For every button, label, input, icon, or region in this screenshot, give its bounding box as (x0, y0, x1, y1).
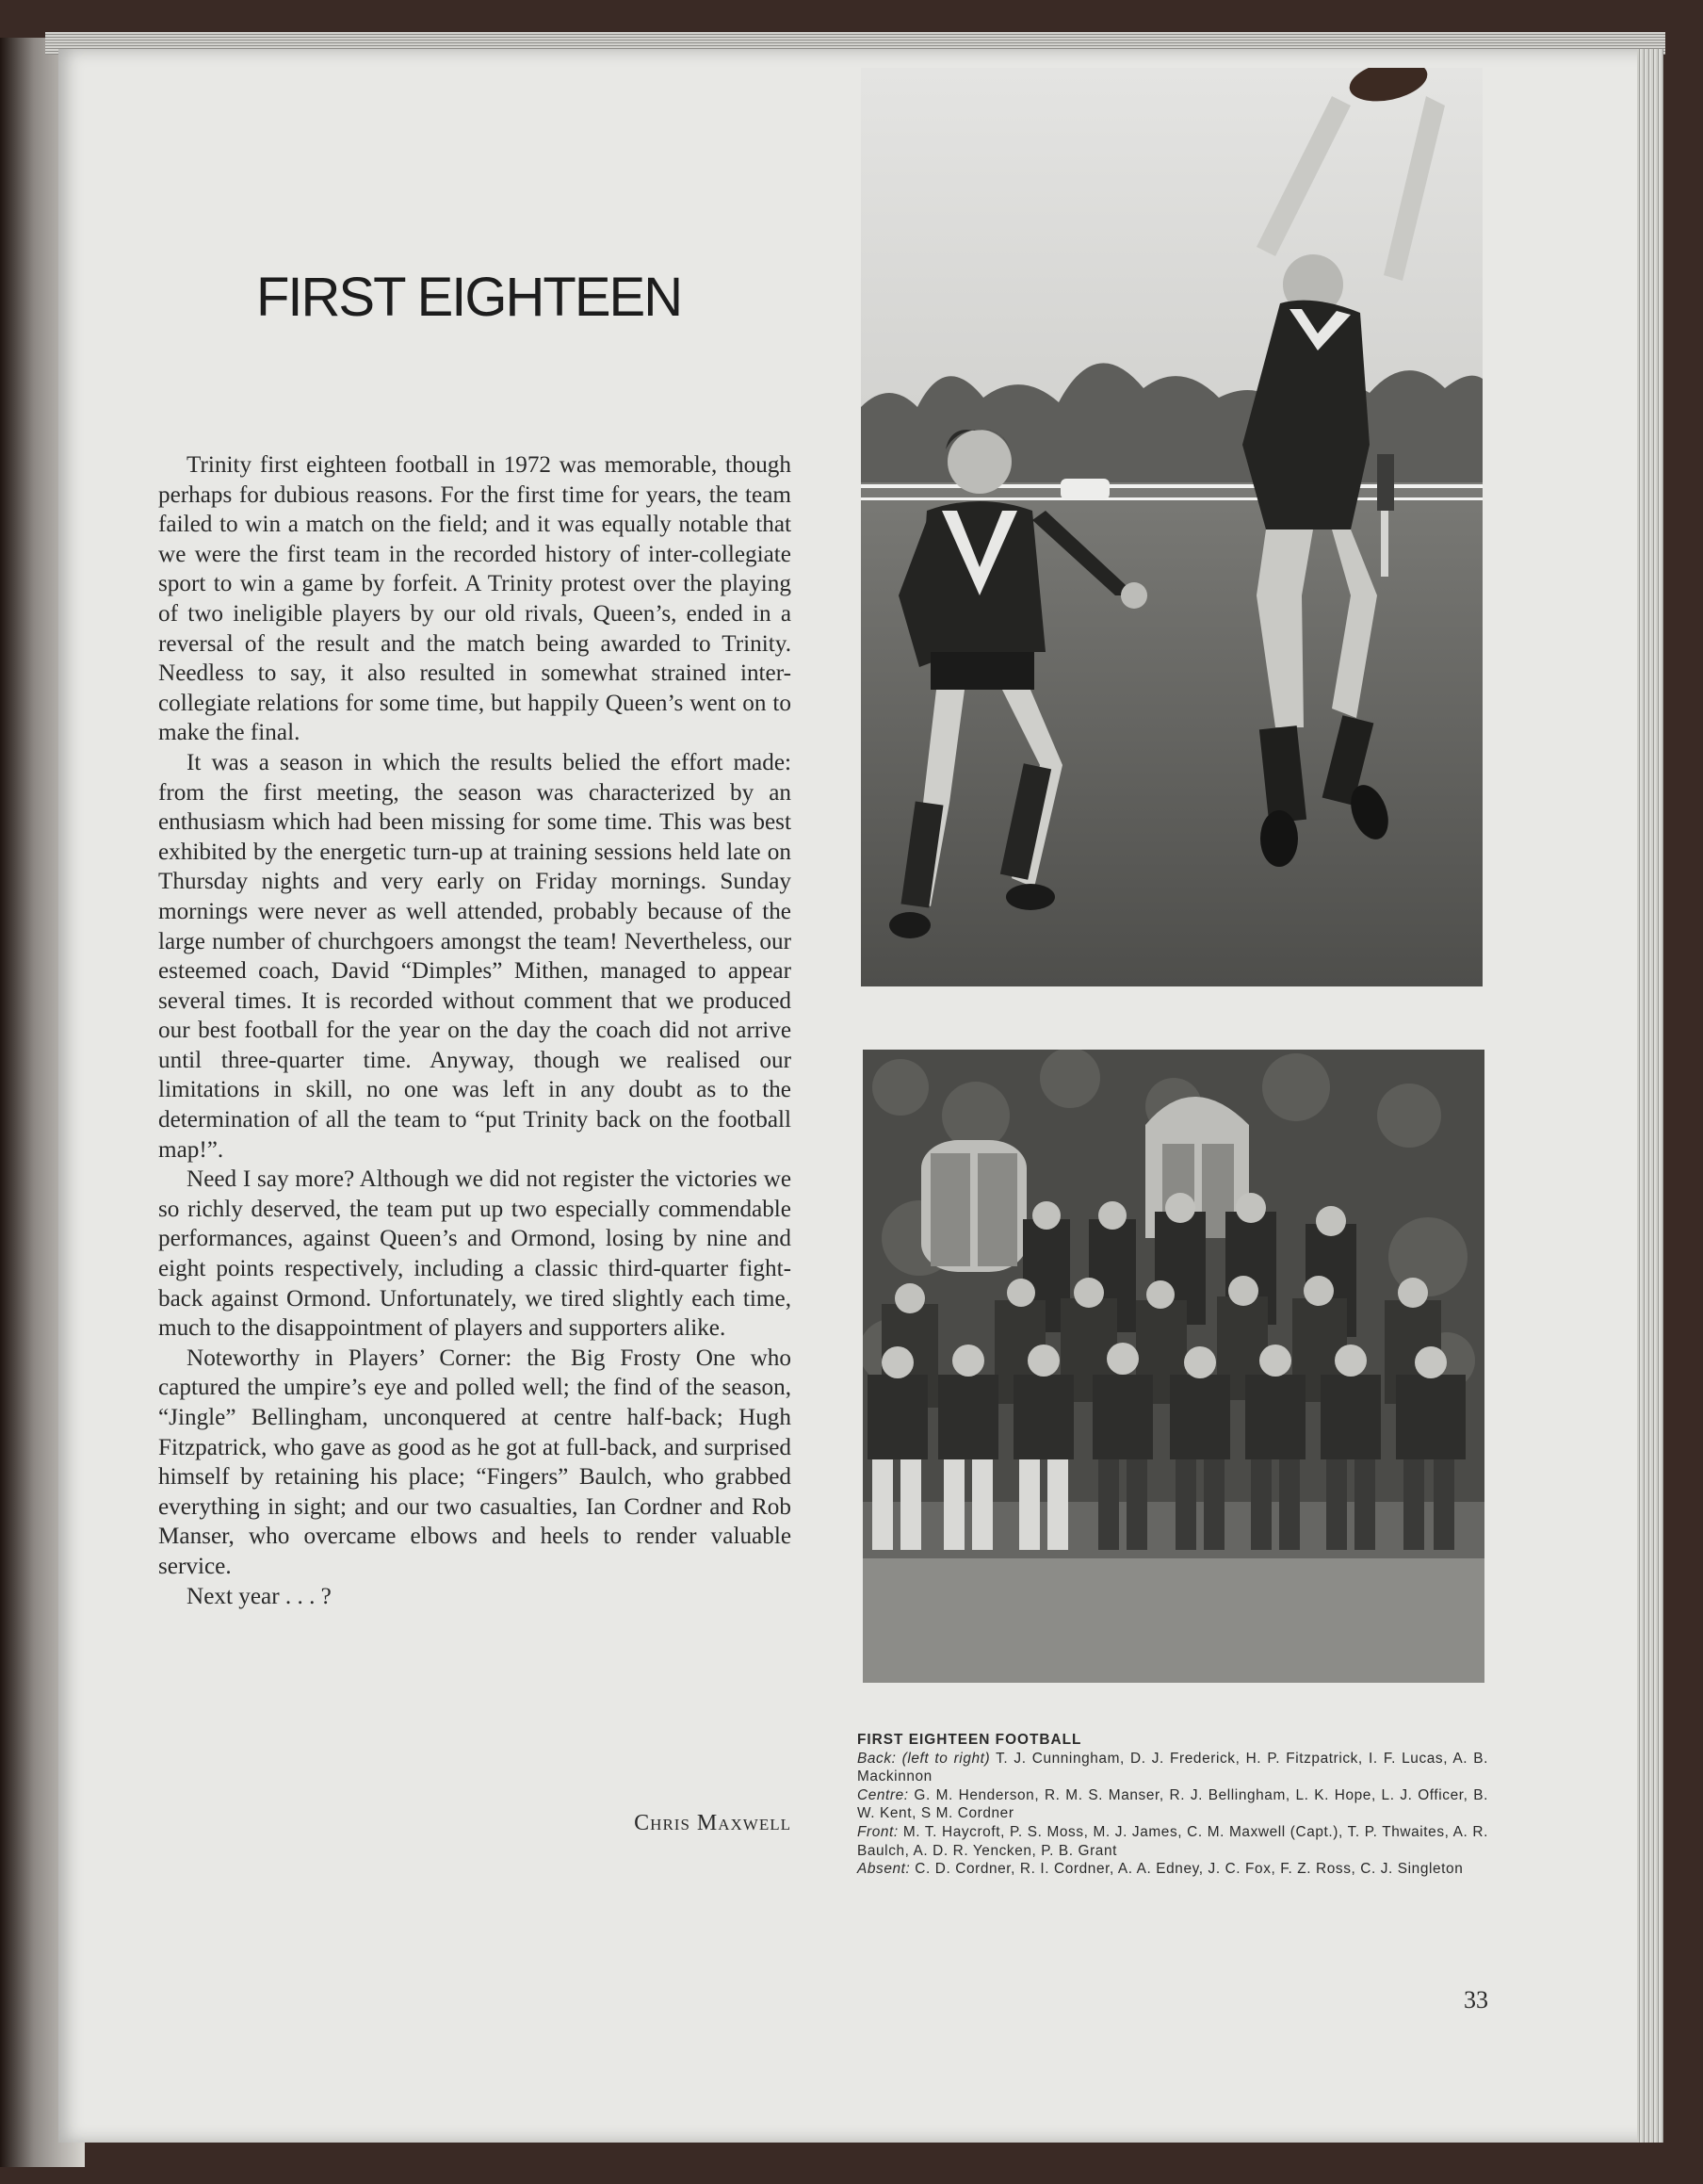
football-action-illustration (861, 68, 1483, 986)
caption-front-row (857, 1823, 1488, 1860)
paragraph: Need I say more? Although we did not register the victories we so richly deserved, the team put up two especially commendable performances, against Queen’s and Ormond, losing by nine and eight points respectively, including a classic third-quarter fight-back against Ormond. Unfortunately, we tired slightly each time, much to the disappointment of players and supporters alike. (158, 1166, 791, 1342)
author-byline: Chris Maxwell (634, 1811, 791, 1835)
paragraph: Next year . . . ? (187, 1583, 332, 1609)
caption-absent-names: C. D. Cordner, R. I. Cordner, A. A. Edney, J. C. Fox, F. Z. Ross, C. J. Singleton (915, 1861, 1464, 1878)
team-group-illustration (863, 1050, 1484, 1683)
paragraph: Trinity first eighteen football in 1972 was memorable, though perhaps for dubious reasons. For the first time for years, the team failed to win a match on the field; and it was equally notable that we were the first team in the recorded history of inter-collegiate sport to win a game by forfeit. A Trinity protest over the playing of two ineligible players by our old rivals, Queen’s, ended in a reversal of the result and the match being awarded to Trinity. Needless to say, it also resulted in somewhat strained inter-collegiate relations for some time, but happily Queen’s went on to make the final. (158, 452, 791, 746)
article-body (158, 450, 791, 1611)
page-fore-edge (1637, 49, 1663, 2143)
article-title: FIRST EIGHTEEN (256, 267, 682, 328)
caption-centre-names: G. M. Henderson, R. M. S. Manser, R. J. Bellingham, L. K. Hope, L. J. Officer, B. W. Kent, S M. Cordner (857, 1786, 1488, 1822)
paragraph: Noteworthy in Players’ Corner: the Big Frosty One who captured the umpire’s eye and polled well; the find of the season, “Jingle” Bellingham, unconquered at centre half-back; Hugh Fitzpatrick, who gave as good as he got at full-back, and surprised himself by retaining his place; “Fingers” Baulch, who grabbed everything in sight; and our two casualties, Ian Cordner and Rob Manser, who overcame elbows and heels to render valuable service. (158, 1345, 791, 1579)
caption-centre-label: Centre: (857, 1786, 909, 1803)
paragraph: It was a season in which the results belied the effort made: from the first meeting, the season was characterized by an enthusiasm which had been missing for some time. This was best exhibited by the energetic turn-up at training sessions held late on Thursday nights and very early on Friday mornings. Sunday mornings were never as well attended, probably because of the large number of churchgoers amongst the team! Nevertheless, our esteemed coach, David “Dimples” Mithen, managed to appear several times. It is recorded without comment that we produced our best football for the year on the day the coach did not arrive until three-quarter time. Anyway, though we realised our limitations in skill, no one was left in any doubt as to the determination of all the team to “put Trinity back on the football map!”. (158, 749, 791, 1163)
football-action-photo (861, 68, 1483, 986)
caption-back-label: Back: (left to right) (857, 1750, 991, 1767)
caption-absent-row (857, 1860, 1488, 1879)
caption-centre-row (857, 1786, 1488, 1823)
team-group-photo (863, 1050, 1484, 1683)
page-number: 33 (1464, 1986, 1488, 2013)
caption-back-row (857, 1750, 1488, 1786)
caption-front-label: Front: (857, 1823, 899, 1840)
caption-title: FIRST EIGHTEEN FOOTBALL (857, 1732, 1082, 1748)
caption-absent-label: Absent: (857, 1861, 911, 1878)
caption-back-names: T. J. Cunningham, D. J. Frederick, H. P. Fitzpatrick, I. F. Lucas, A. B. Mackinnon (857, 1750, 1488, 1785)
photo-caption (857, 1731, 1488, 1879)
caption-front-names: M. T. Haycroft, P. S. Moss, M. J. James, C. M. Maxwell (Capt.), T. P. Thwaites, A. R. Baulch, A. D. R. Yencken, P. B. Grant (857, 1823, 1488, 1859)
